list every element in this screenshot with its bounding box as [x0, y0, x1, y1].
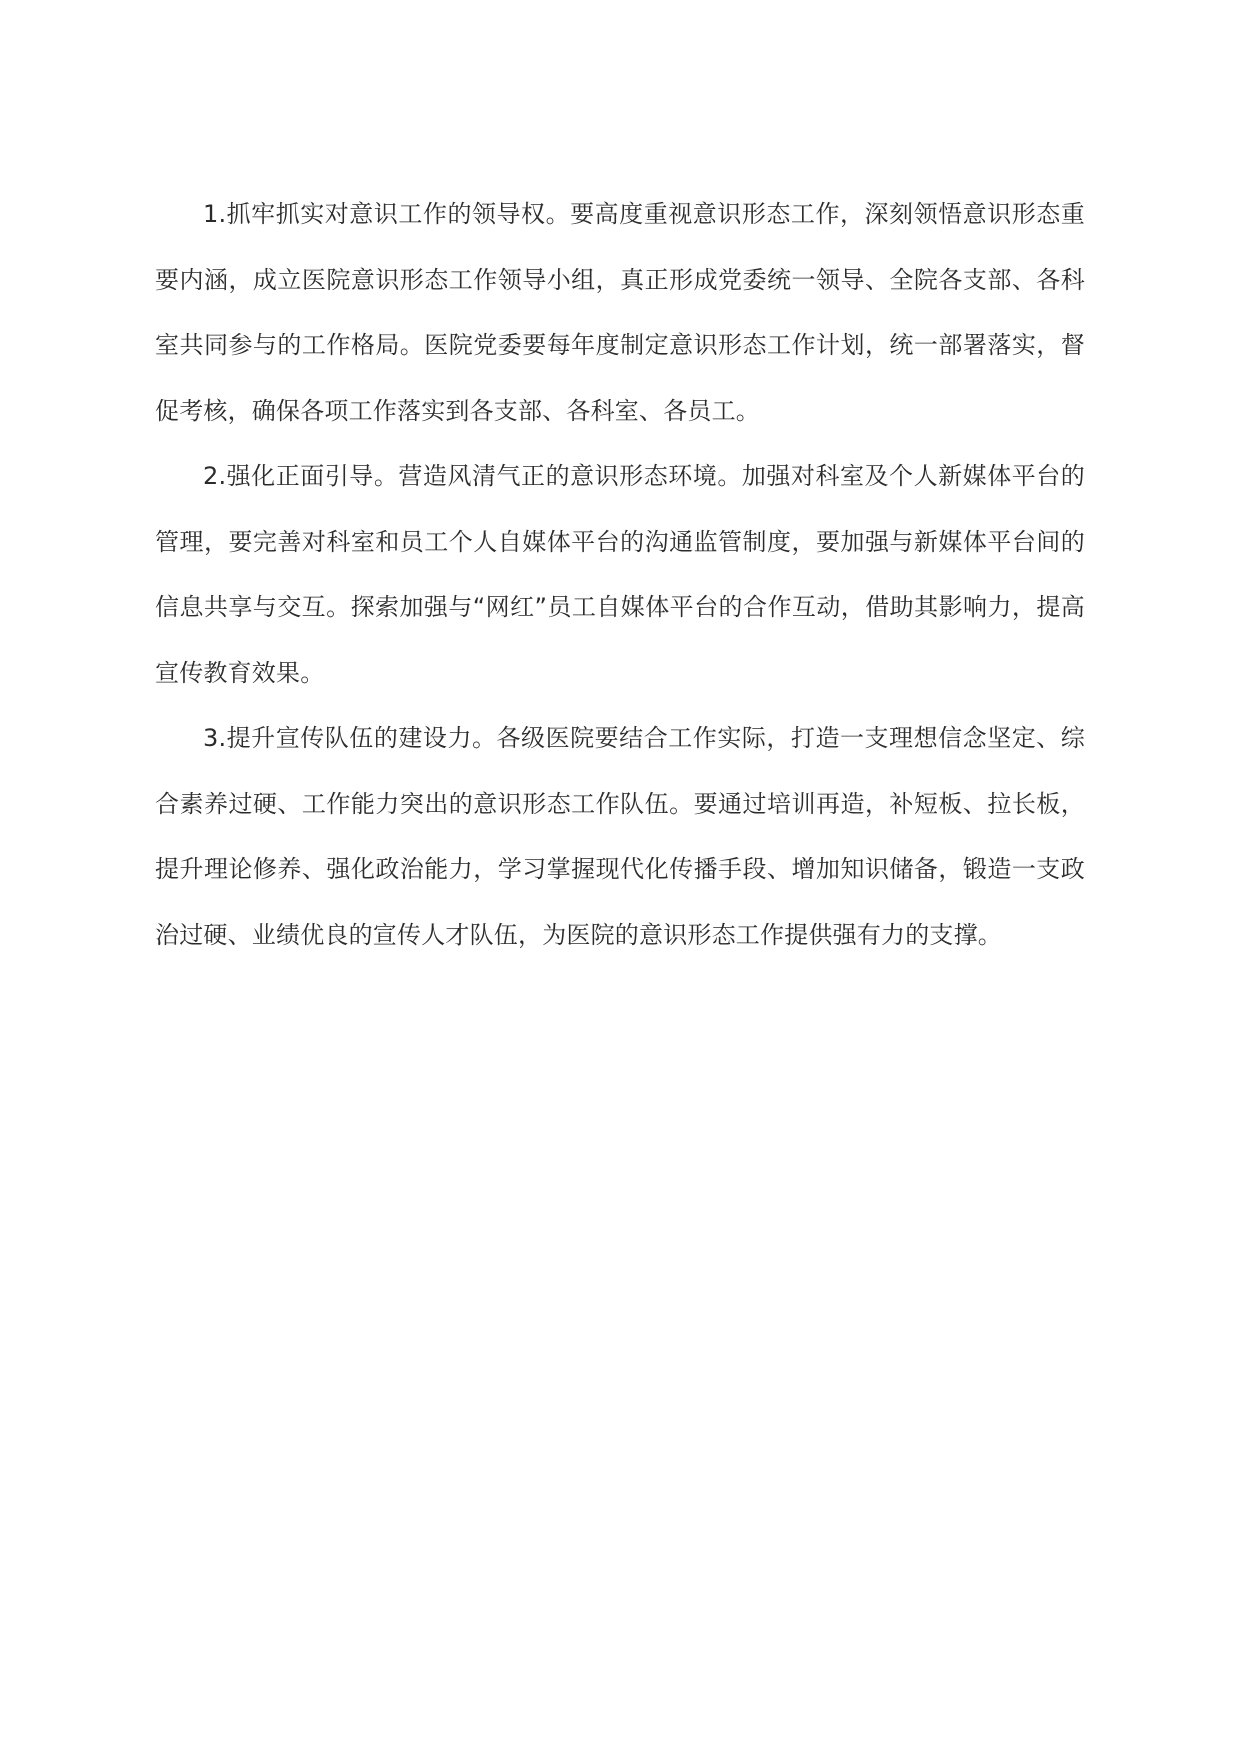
- document-body: [155, 182, 1085, 968]
- paragraph-leadership: 1.抓牢抓实对意识工作的领导权。要高度重视意识形态工作，深刻领悟意识形态重要内涵，成立医院意识形态工作领导小组，真正形成党委统一领导、全院各支部、各科室共同参与的工作格局。医院党委要每年度制定意识形态工作计划，统一部署落实，督促考核，确保各项工作落实到各支部、各科室、各员工。: [155, 200, 1085, 425]
- paragraph-team-building: 3.提升宣传队伍的建设力。各级医院要结合工作实际，打造一支理想信念坚定、综合素养过硬、工作能力突出的意识形态工作队伍。要通过培训再造，补短板、拉长板，提升理论修养、强化政治能力，学习掌握现代化传播手段、增加知识储备，锻造一支政治过硬、业绩优良的宣传人才队伍，为医院的意识形态工作提供强有力的支撑。: [155, 724, 1085, 949]
- paragraph-guidance: 2.强化正面引导。营造风清气正的意识形态环境。加强对科室及个人新媒体平台的管理，要完善对科室和员工个人自媒体平台的沟通监管制度，要加强与新媒体平台间的信息共享与交互。探索加强与“网红”员工自媒体平台的合作互动，借助其影响力，提高宣传教育效果。: [155, 462, 1085, 687]
